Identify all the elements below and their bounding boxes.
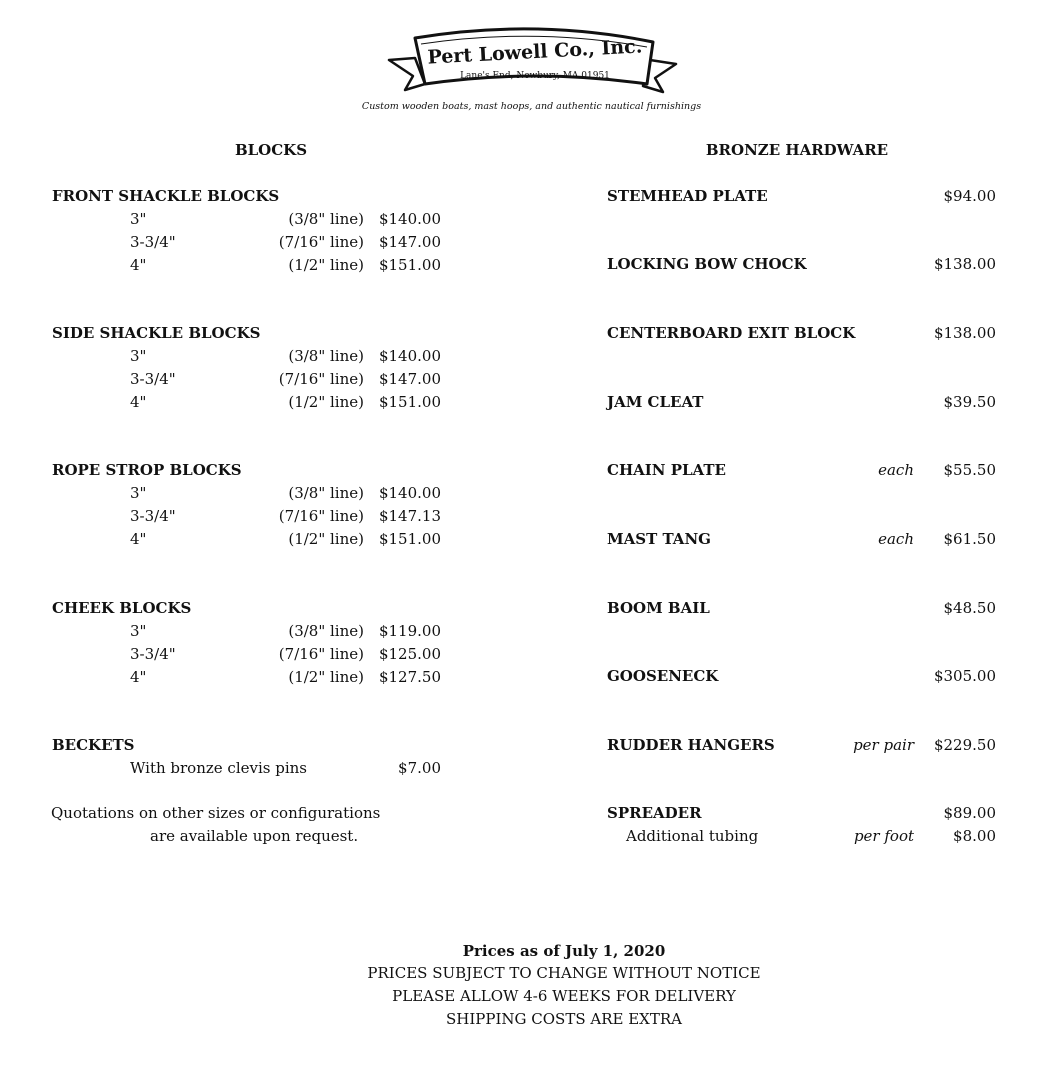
- block-line-size: (7/16" line): [278, 645, 364, 663]
- block-size: 3": [130, 622, 147, 640]
- footer-notice-1: PRICES SUBJECT TO CHANGE WITHOUT NOTICE: [367, 964, 761, 982]
- company-name: Pert Lowell Co., Inc.: [426, 35, 643, 69]
- hardware-item-price: $138.00: [933, 324, 996, 342]
- hardware-item-price: $138.00: [933, 255, 996, 273]
- block-line-size: (1/2" line): [288, 530, 364, 548]
- block-price: $147.00: [378, 233, 441, 251]
- hardware-item-unit: per pair: [853, 736, 914, 754]
- company-address: Lane's End, Newbury, MA 01951: [460, 71, 610, 81]
- block-price: $140.00: [378, 210, 441, 228]
- block-line-size: (3/8" line): [288, 347, 364, 365]
- block-price: $151.00: [378, 256, 441, 274]
- block-size: 4": [130, 530, 147, 548]
- block-line-size: (3/8" line): [288, 484, 364, 502]
- block-size: 3-3/4": [130, 645, 176, 663]
- block-line-size: (7/16" line): [278, 507, 364, 525]
- block-size: 4": [130, 256, 147, 274]
- bronze-heading: BRONZE HARDWARE: [705, 141, 889, 159]
- block-size: 3": [130, 210, 147, 228]
- beckets-description: With bronze clevis pins: [130, 759, 307, 777]
- additional-tubing-price: $8.00: [953, 827, 996, 845]
- block-line-size: (7/16" line): [278, 233, 364, 251]
- hardware-item-price: $229.50: [933, 736, 996, 754]
- footer-notice-2: PLEASE ALLOW 4-6 WEEKS FOR DELIVERY: [392, 987, 736, 1005]
- hardware-item-price: $55.50: [943, 461, 996, 479]
- hardware-item-name: RUDDER HANGERS: [607, 736, 775, 754]
- hardware-item-price: $39.50: [943, 393, 996, 411]
- additional-tubing-label: Additional tubing: [626, 827, 759, 845]
- block-line-size: (3/8" line): [288, 210, 364, 228]
- block-size: 3": [130, 484, 147, 502]
- hardware-item-name: CHAIN PLATE: [607, 461, 726, 479]
- block-size: 4": [130, 393, 147, 411]
- hardware-item-name: MAST TANG: [607, 530, 711, 548]
- hardware-item-name: BOOM BAIL: [607, 599, 710, 617]
- block-group-title: FRONT SHACKLE BLOCKS: [52, 187, 280, 205]
- hardware-item-unit: each: [878, 530, 914, 548]
- block-line-size: (3/8" line): [288, 622, 364, 640]
- block-size: 3-3/4": [130, 370, 176, 388]
- beckets-price: $7.00: [398, 759, 441, 777]
- block-price: $151.00: [378, 393, 441, 411]
- block-price: $125.00: [378, 645, 441, 663]
- company-tagline: Custom wooden boats, mast hoops, and authentic nautical furnishings: [361, 101, 702, 112]
- block-size: 4": [130, 668, 147, 686]
- block-price: $119.00: [378, 622, 441, 640]
- hardware-item-price: $48.50: [943, 599, 996, 617]
- additional-tubing-unit: per foot: [853, 827, 914, 845]
- block-line-size: (1/2" line): [288, 256, 364, 274]
- block-price: $140.00: [378, 347, 441, 365]
- hardware-item-name: GOOSENECK: [607, 667, 719, 685]
- company-logo-banner: [385, 24, 680, 96]
- hardware-item-price: $94.00: [943, 187, 996, 205]
- block-price: $151.00: [378, 530, 441, 548]
- prices-date: Prices as of July 1, 2020: [462, 942, 666, 960]
- block-group-title: CHEEK BLOCKS: [52, 599, 192, 617]
- block-price: $147.00: [378, 370, 441, 388]
- block-size: 3-3/4": [130, 507, 176, 525]
- footer-notice-3: SHIPPING COSTS ARE EXTRA: [446, 1010, 682, 1028]
- hardware-item-price: $89.00: [943, 804, 996, 822]
- beckets-title: BECKETS: [52, 736, 135, 754]
- block-line-size: (1/2" line): [288, 668, 364, 686]
- block-group-title: SIDE SHACKLE BLOCKS: [52, 324, 261, 342]
- hardware-item-name: JAM CLEAT: [607, 393, 704, 411]
- hardware-item-name: CENTERBOARD EXIT BLOCK: [607, 324, 856, 342]
- block-price: $127.50: [378, 668, 441, 686]
- block-line-size: (1/2" line): [288, 393, 364, 411]
- hardware-item-price: $61.50: [943, 530, 996, 548]
- quotation-note-line1: Quotations on other sizes or configurations: [51, 804, 381, 822]
- block-price: $147.13: [378, 507, 441, 525]
- hardware-item-name: LOCKING BOW CHOCK: [607, 255, 807, 273]
- block-size: 3": [130, 347, 147, 365]
- hardware-item-price: $305.00: [933, 667, 996, 685]
- blocks-heading: BLOCKS: [234, 141, 308, 159]
- block-line-size: (7/16" line): [278, 370, 364, 388]
- quotation-note-line2: are available upon request.: [150, 827, 359, 845]
- hardware-item-name: STEMHEAD PLATE: [607, 187, 768, 205]
- block-group-title: ROPE STROP BLOCKS: [52, 461, 242, 479]
- hardware-item-unit: each: [878, 461, 914, 479]
- block-size: 3-3/4": [130, 233, 176, 251]
- hardware-item-name: SPREADER: [607, 804, 702, 822]
- block-price: $140.00: [378, 484, 441, 502]
